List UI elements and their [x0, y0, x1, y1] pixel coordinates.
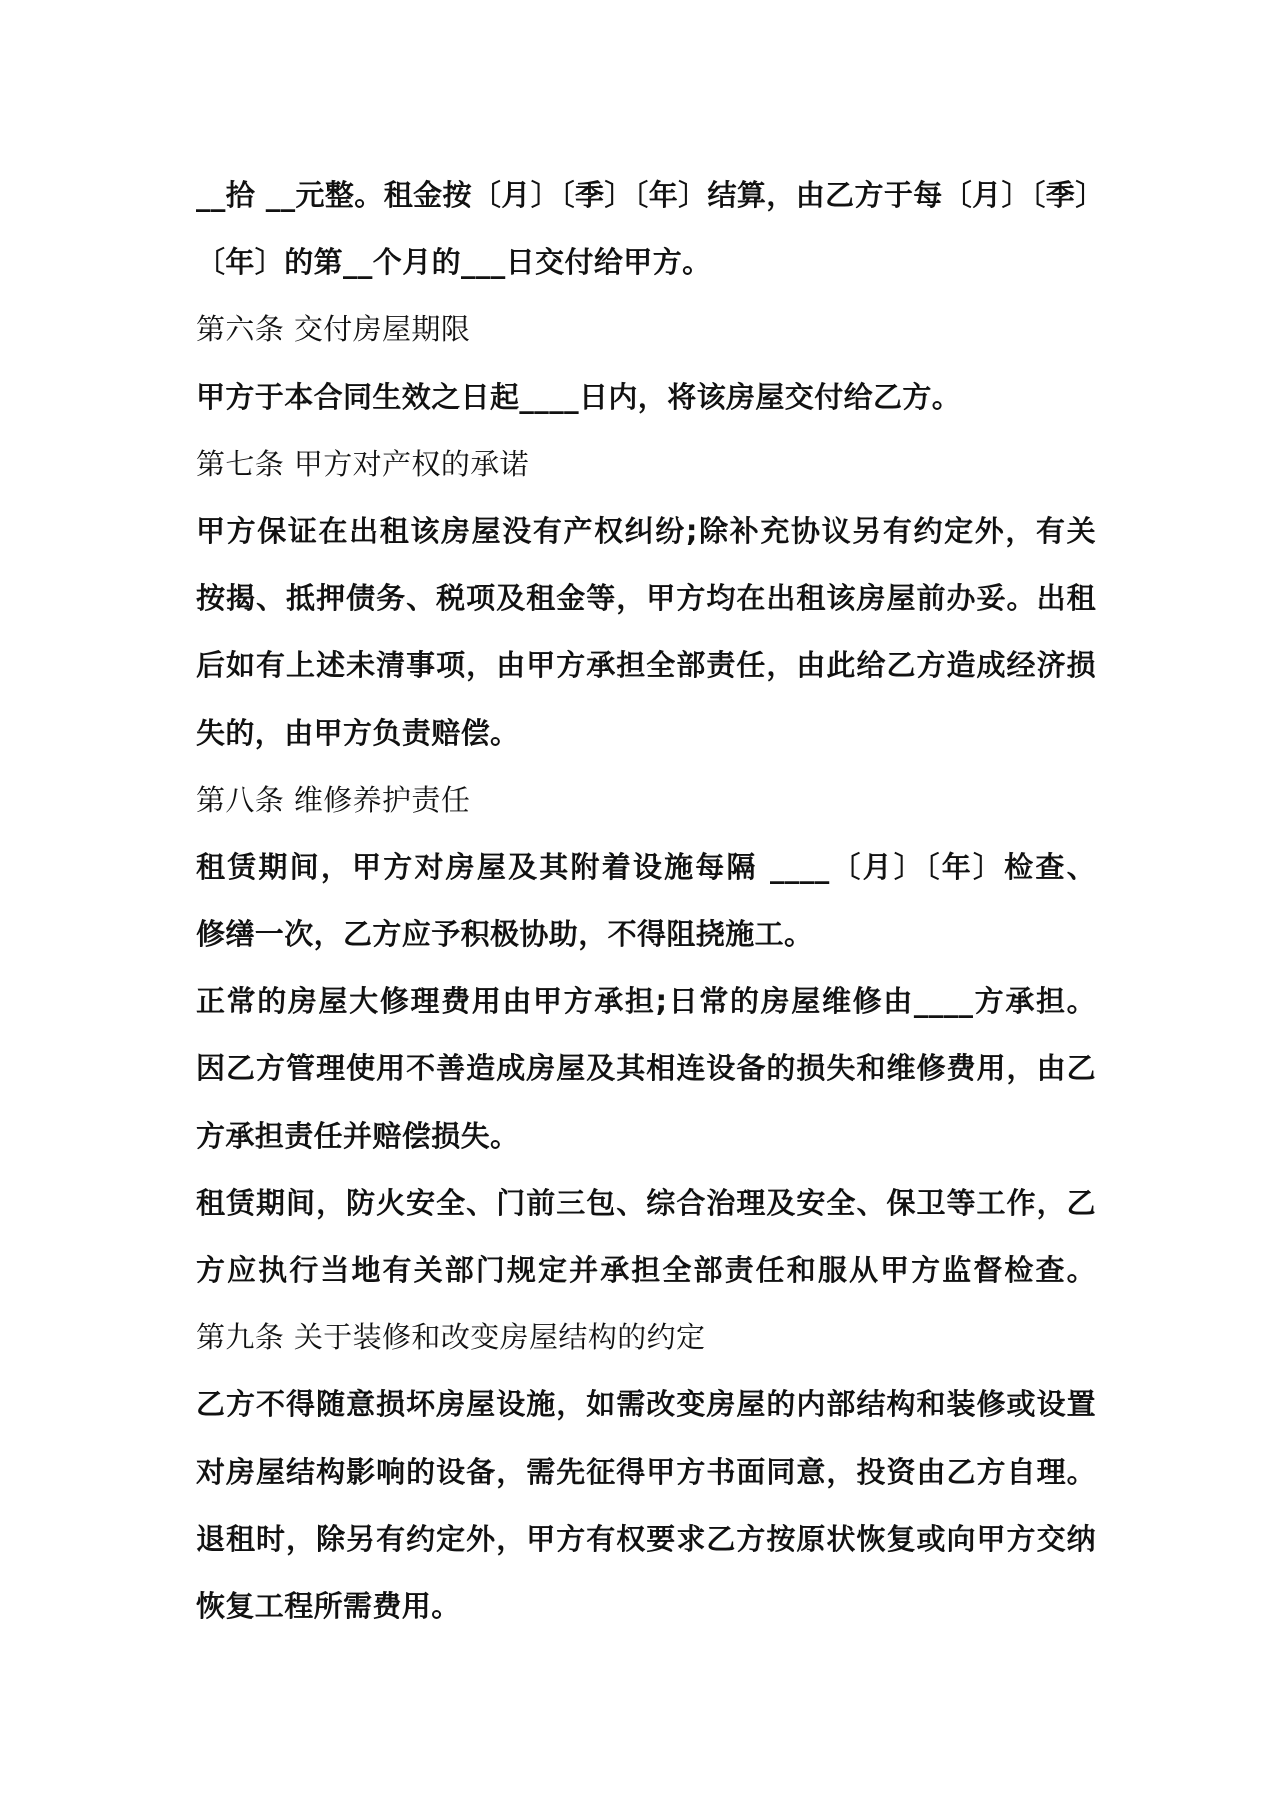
paragraph-line: 〔年〕的第__个月的___日交付给甲方。 — [196, 245, 712, 280]
paragraph-line: 租赁期间，防火安全、门前三包、综合治理及安全、保卫等工作，乙 — [196, 1185, 1096, 1220]
paragraph-line: 方承担责任并赔偿损失。 — [196, 1118, 520, 1153]
paragraph-line: 后如有上述未清事项，由甲方承担全部责任，由此给乙方造成经济损 — [196, 648, 1096, 683]
section-heading: 第七条 甲方对产权的承诺 — [196, 446, 530, 481]
paragraph-line: 修缮一次，乙方应予积极协助，不得阻挠施工。 — [196, 917, 814, 952]
paragraph-line: 乙方不得随意损坏房屋设施，如需改变房屋的内部结构和装修或设置 — [196, 1387, 1096, 1422]
paragraph-line: 租赁期间，甲方对房屋及其附着设施每隔 ____〔月〕〔年〕检查、 — [196, 849, 1096, 884]
section-heading: 第九条 关于装修和改变房屋结构的约定 — [196, 1320, 706, 1355]
paragraph-line: 恢复工程所需费用。 — [196, 1588, 461, 1623]
paragraph-line: 退租时，除另有约定外，甲方有权要求乙方按原状恢复或向甲方交纳 — [196, 1521, 1096, 1556]
paragraph-line: __拾 __元整。租金按〔月〕〔季〕〔年〕结算，由乙方于每〔月〕〔季〕 — [196, 178, 1105, 212]
paragraph-line: 因乙方管理使用不善造成房屋及其相连设备的损失和维修费用，由乙 — [196, 1051, 1096, 1086]
paragraph-line: 甲方保证在出租该房屋没有产权纠纷;除补充协议另有约定外，有关 — [196, 513, 1096, 548]
paragraph-line: 失的，由甲方负责赔偿。 — [196, 715, 520, 750]
section-heading: 第八条 维修养护责任 — [196, 782, 471, 817]
paragraph-line: 方应执行当地有关部门规定并承担全部责任和服从甲方监督检查。 — [196, 1253, 1096, 1287]
document-page — [196, 162, 1105, 1640]
paragraph-line: 按揭、抵押债务、税项及租金等，甲方均在出租该房屋前办妥。出租 — [196, 581, 1096, 616]
section-heading: 第六条 交付房屋期限 — [196, 312, 471, 347]
paragraph-line: 甲方于本合同生效之日起____日内，将该房屋交付给乙方。 — [196, 379, 962, 414]
paragraph-line: 对房屋结构影响的设备，需先征得甲方书面同意，投资由乙方自理。 — [196, 1454, 1096, 1489]
paragraph-line: 正常的房屋大修理费用由甲方承担;日常的房屋维修由____方承担。 — [196, 984, 1096, 1019]
